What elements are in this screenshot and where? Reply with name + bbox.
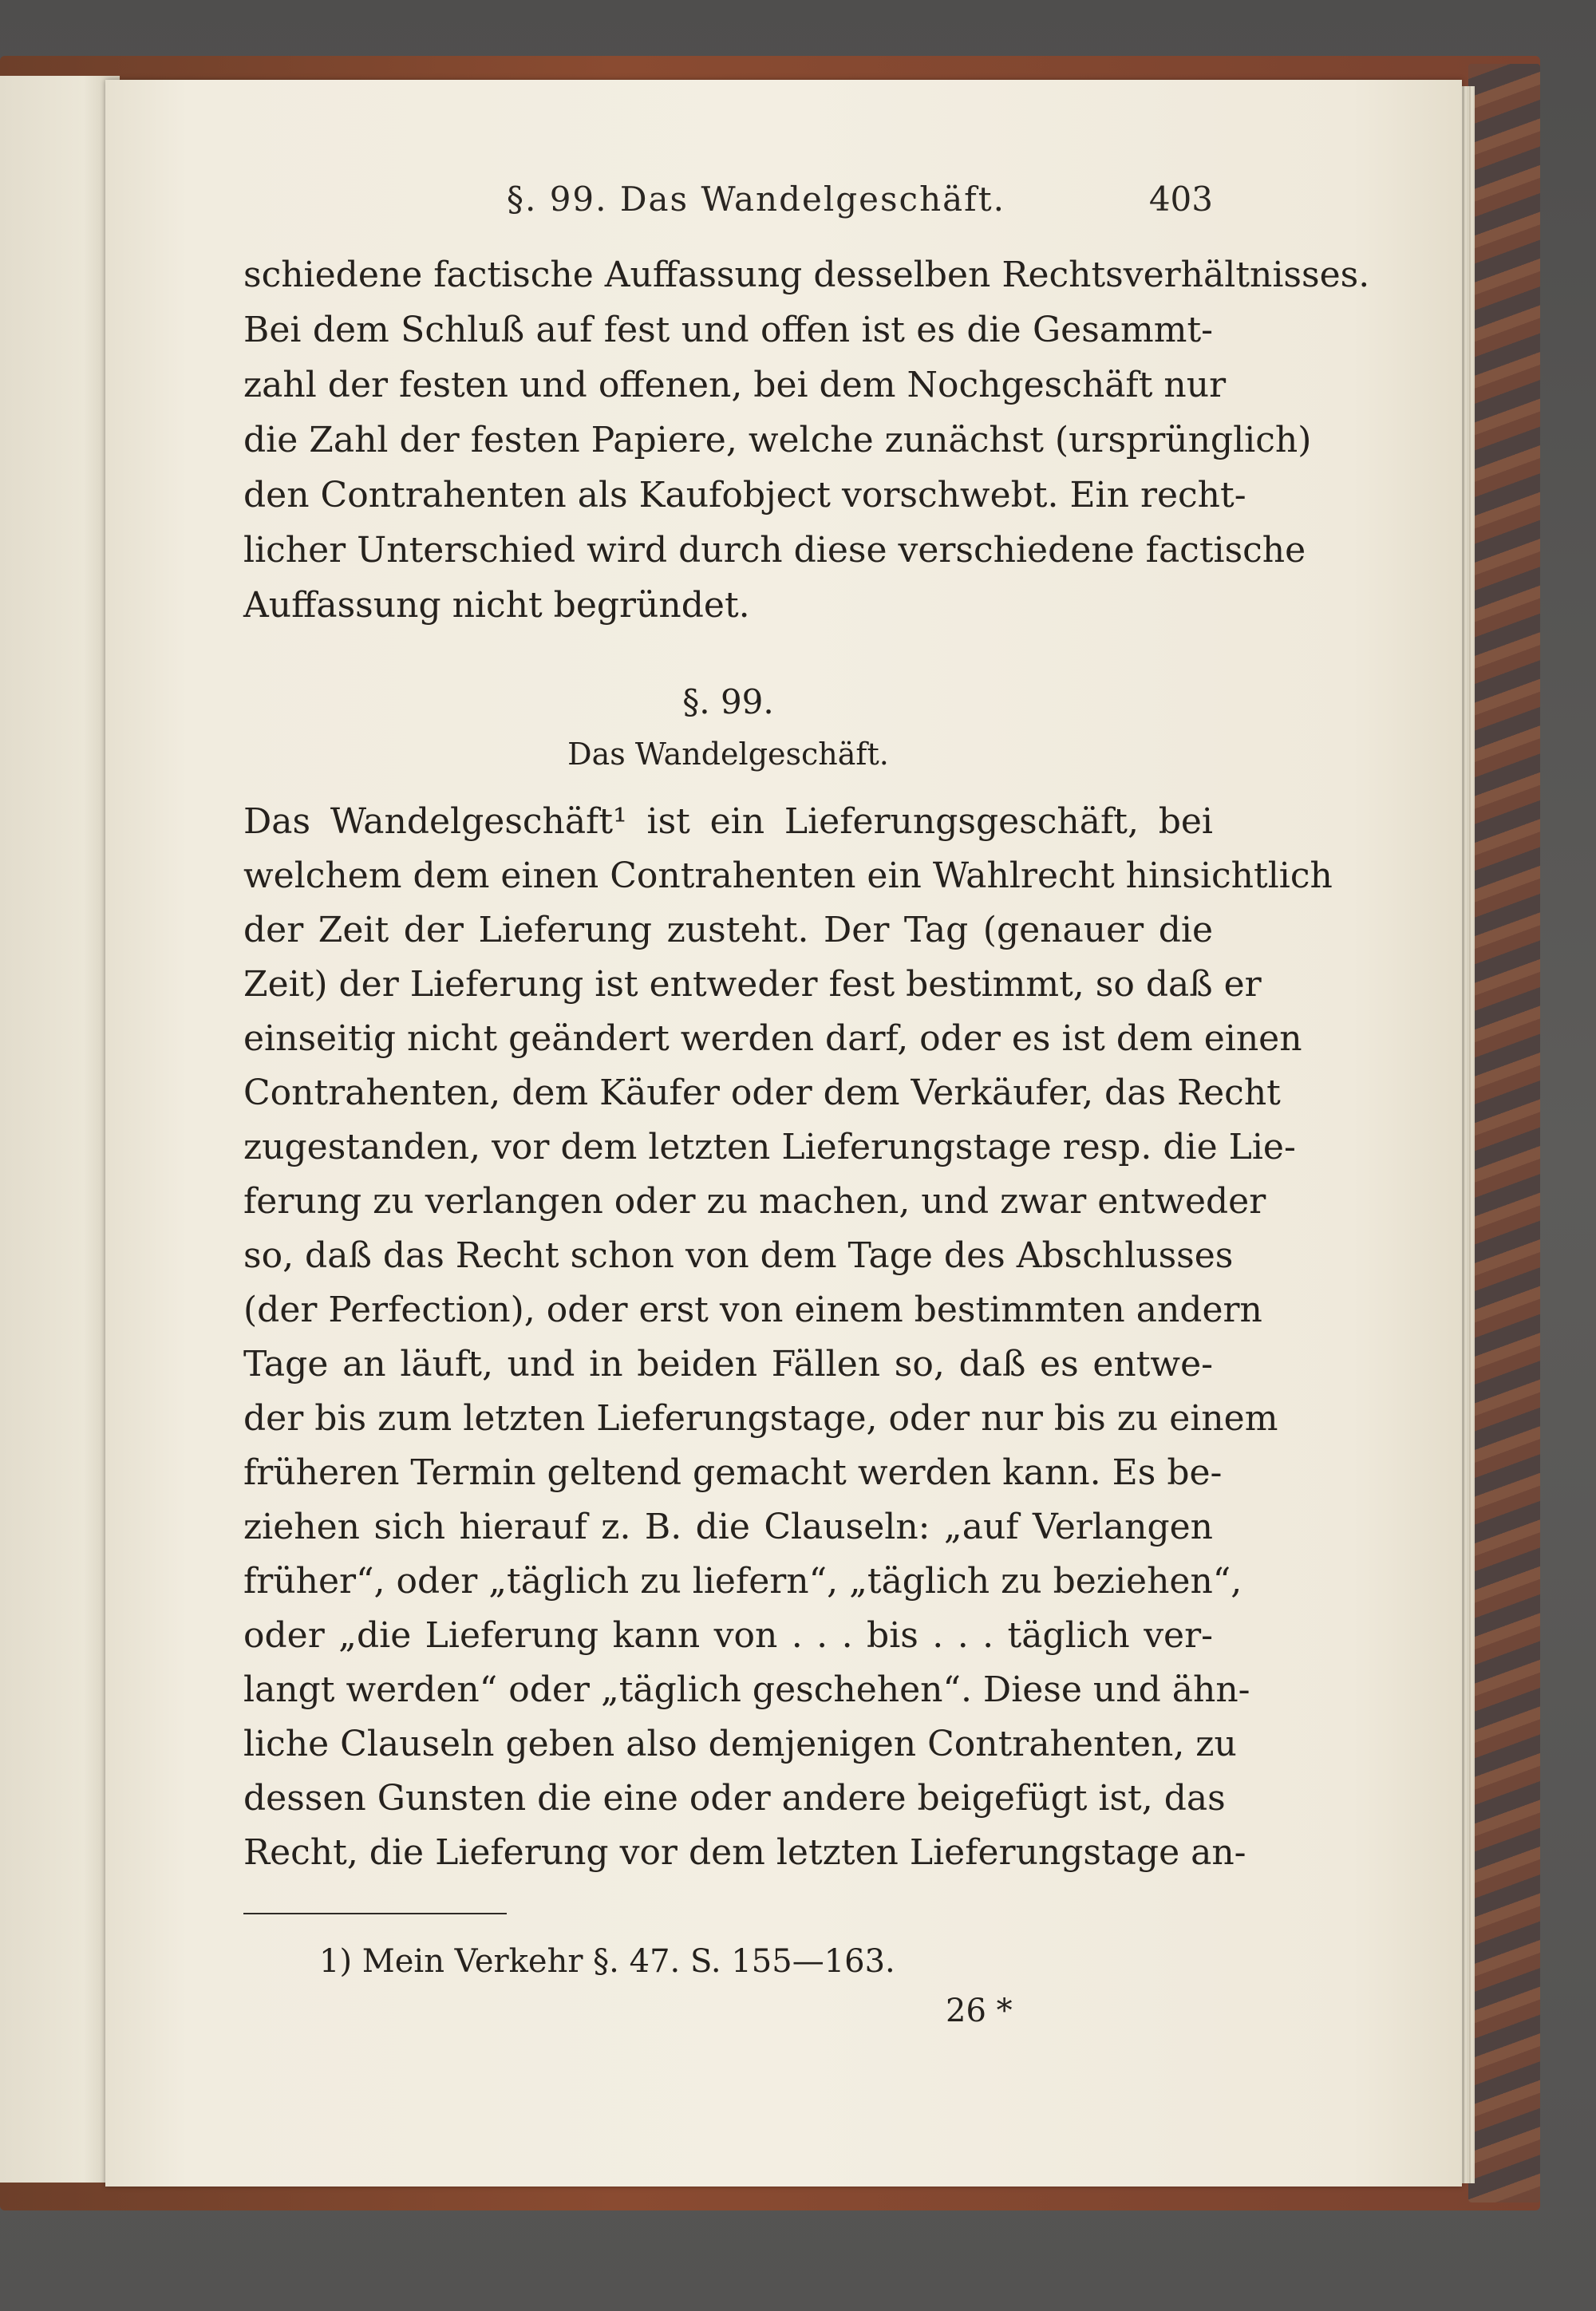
text-line: früheren Termin geltend gemacht werden kann. Es be-: [243, 1452, 1223, 1493]
text-line: Das Wandelgeschäft¹ ist ein Lieferungsgeschäft, bei: [243, 801, 1213, 842]
text-line: welchem dem einen Contrahenten ein Wahlrecht hinsichtlich: [243, 855, 1333, 896]
section-number: §. 99.: [682, 682, 774, 721]
text-line: der Zeit der Lieferung zusteht. Der Tag (genauer die: [243, 910, 1213, 950]
text-line: Contrahenten, dem Käufer oder dem Verkäufer, das Recht: [243, 1073, 1281, 1113]
footnote: 1) Mein Verkehr §. 47. S. 155—163.: [319, 1943, 895, 1980]
text-line: früher“, oder „täglich zu liefern“, „täglich zu beziehen“,: [243, 1561, 1242, 1602]
text-line: Recht, die Lieferung vor dem letzten Lieferungstage an-: [243, 1832, 1246, 1873]
text-line: Bei dem Schluß auf fest und offen ist es die Gesammt-: [243, 310, 1213, 350]
text-line: der bis zum letzten Lieferungstage, oder nur bis zu einem: [243, 1398, 1278, 1439]
section-title: Das Wandelgeschäft.: [567, 737, 889, 772]
text-line: licher Unterschied wird durch diese verschiedene factische: [243, 530, 1306, 571]
text-line: so, daß das Recht schon von dem Tage des Abschlusses: [243, 1235, 1234, 1276]
text-line: liche Clauseln geben also demjenigen Contrahenten, zu: [243, 1724, 1237, 1764]
text-line: einseitig nicht geändert werden darf, oder es ist dem einen: [243, 1018, 1302, 1059]
text-line: dessen Gunsten die eine oder andere beigefügt ist, das: [243, 1778, 1226, 1819]
text-line: Zeit) der Lieferung ist entweder fest bestimmt, so daß er: [243, 964, 1262, 1005]
text-line: Auffassung nicht begründet.: [243, 585, 750, 626]
text-line: oder „die Lieferung kann von . . . bis . . . täglich ver-: [243, 1615, 1213, 1656]
signature-mark: 26 *: [946, 1993, 1013, 2029]
text-line: (der Perfection), oder erst von einem bestimmten andern: [243, 1290, 1262, 1330]
text-line: die Zahl der festen Papiere, welche zunächst (ursprünglich): [243, 420, 1312, 460]
text-line: Tage an läuft, und in beiden Fällen so, daß es entwe-: [243, 1344, 1213, 1385]
text-line: zugestanden, vor dem letzten Lieferungstage resp. die Lie-: [243, 1127, 1296, 1167]
running-header-title: §. 99. Das Wandelgeschäft.: [507, 180, 1005, 219]
text-line: zahl der festen und offenen, bei dem Nochgeschäft nur: [243, 365, 1227, 405]
page-number: 403: [1148, 180, 1213, 219]
text-line: den Contrahenten als Kaufobject vorschwebt. Ein recht-: [243, 475, 1246, 516]
marbled-board: [1468, 64, 1540, 2202]
text-line: ziehen sich hierauf z. B. die Clauseln: „auf Verlangen: [243, 1507, 1213, 1547]
text-line: schiedene factische Auffassung desselben Rechtsverhältnisses.: [243, 255, 1370, 295]
footnote-rule: [243, 1913, 507, 1914]
text-line: ferung zu verlangen oder zu machen, und zwar entweder: [243, 1181, 1266, 1222]
running-header: [243, 172, 1213, 227]
text-line: langt werden“ oder „täglich geschehen“. Diese und ähn-: [243, 1669, 1250, 1710]
left-page-edge: [0, 76, 120, 2183]
